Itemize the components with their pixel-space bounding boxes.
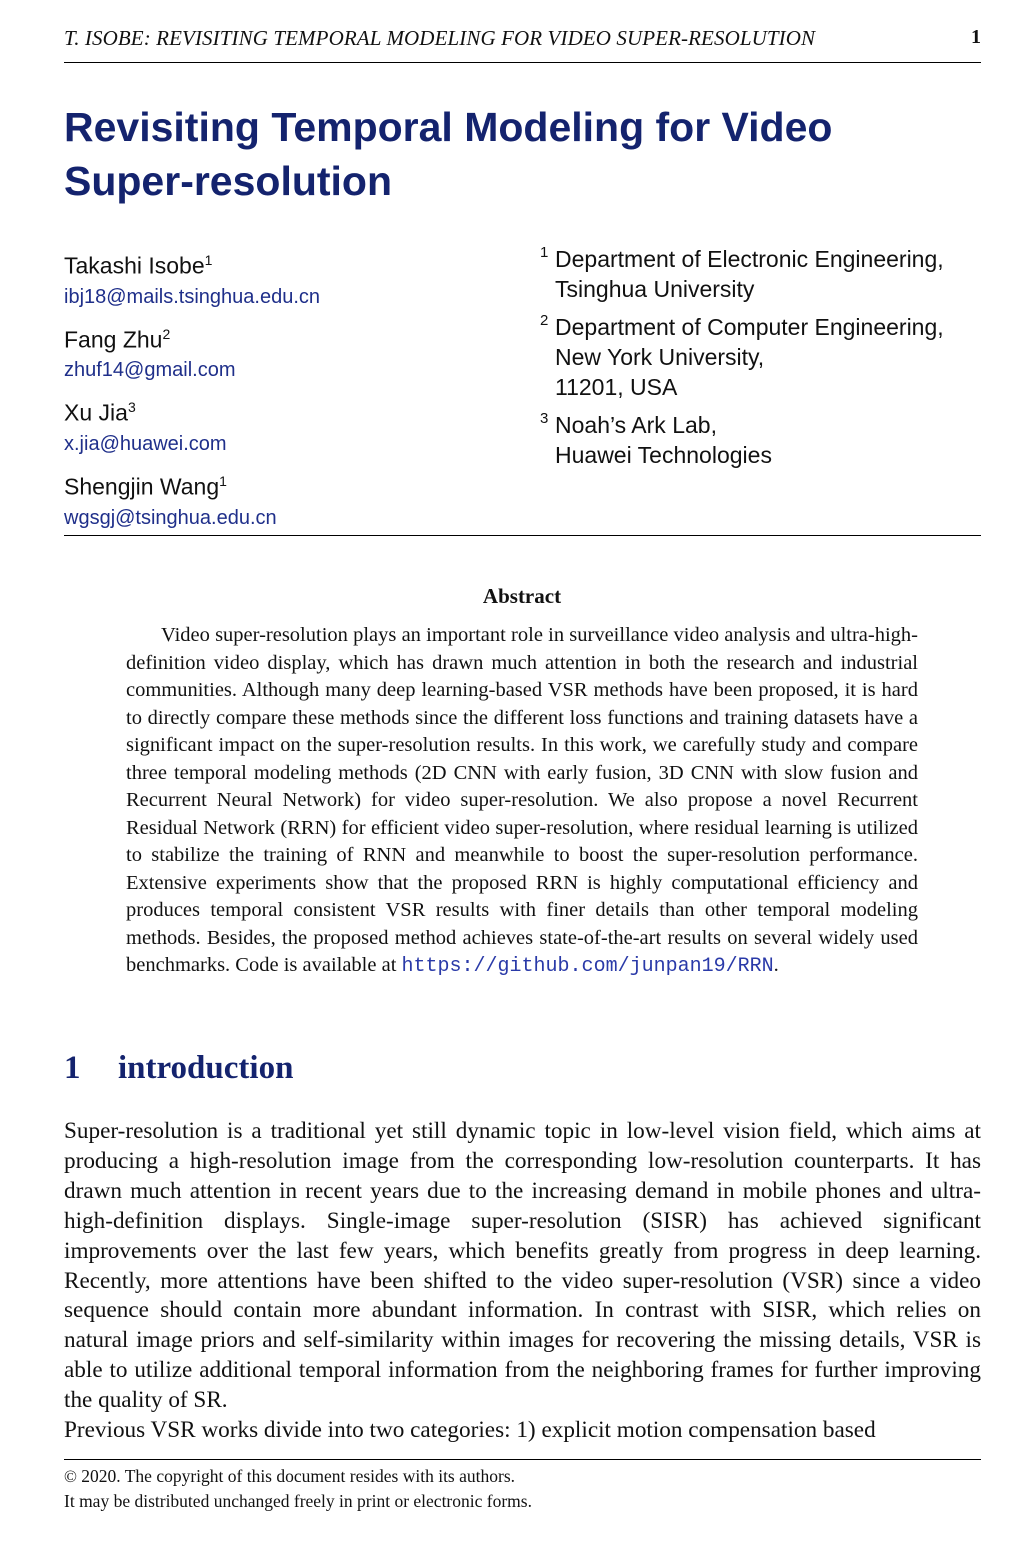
- author-email-link[interactable]: x.jia@huawei.com: [64, 432, 227, 455]
- copyright-icon: ©: [64, 1467, 77, 1486]
- body-text: [64, 1117, 981, 1446]
- author-block: [64, 465, 514, 533]
- author-name: Xu Jia$^3$: [64, 399, 136, 426]
- affiliation: 3 Noah’s Ark Lab, Huawei Technologies: [540, 410, 1000, 470]
- paper-title: Revisiting Temporal Modeling for Video Super-resolution: [64, 104, 833, 204]
- author-name: Takashi Isobe$^1$: [64, 252, 213, 279]
- affiliation-mark: 1: [540, 244, 549, 261]
- running-title: T. ISOBE: REVISITING TEMPORAL MODELING FOR VIDEO SUPER-RESOLUTION: [64, 26, 816, 50]
- running-header: [64, 26, 981, 63]
- author-divider: [64, 535, 981, 536]
- page-number: 1: [971, 26, 981, 48]
- copyright-footer: © 2020. The copyright of this document resides with its authors. It may be distributed unchanged freely in print or electronic forms.: [64, 1466, 532, 1511]
- affiliation: 2 Department of Computer Engineering, New York University, 11201, USA: [540, 312, 1000, 402]
- paragraph: Super-resolution is a traditional yet still dynamic topic in low-level vision field, which aims at producing a high-resolution image from the corresponding low-resolution counterparts. It has drawn much attention in recent years due to the increasing demand in mobile phones and ultra-high-definition displays. Single-image super-resolution (SISR) has achieved significant improvements over the last few years, which benefits greatly from progress in deep learning. Recently, more attentions have been shifted to the video super-resolution (VSR) since a video sequence should contain more abundant information. In contrast with SISR, which relies on natural image priors and self-similarity within images for recovering the missing details, VSR is able to utilize additional temporal information from the neighboring frames for further improving the quality of SR.: [64, 1118, 981, 1414]
- author-block: [64, 244, 514, 312]
- author-affil-mark: 1: [204, 252, 213, 268]
- author-block: [64, 318, 514, 386]
- footer-divider: [64, 1459, 981, 1460]
- author-affil-mark: 1: [219, 472, 227, 489]
- author-block: [64, 391, 514, 459]
- section-heading: [64, 1050, 293, 1087]
- section-title: introduction: [118, 1050, 294, 1086]
- author-name: Fang Zhu$^2$: [64, 325, 171, 353]
- affiliation-mark: 2: [540, 312, 549, 329]
- abstract-text: Video super-resolution plays an important role in surveillance video analysis and ultra-high-definition video display, which has drawn much attention in both the research and industrial communities. Although many deep learning-based VSR methods have been proposed, it is hard to directly compare these methods since the different loss functions and training datasets have a significant impact on the super-resolution results. In this work, we carefully study and compare three temporal modeling methods (2D CNN with early fusion, 3D CNN with slow fusion and Recurrent Neural Network) for video super-resolution. We also propose a novel Recurrent Residual Network (RRN) for efficient video super-resolution, where residual learning is utilized to stabilize the training of RNN and meanwhile to boost the super-resolution performance. Extensive experiments show that the proposed RRN is highly computational efficiency and produces temporal consistent VSR results with finer details than other temporal modeling methods. Besides, the proposed method achieves state-of-the-art results on several widely used benchmarks. Code is available at https://github.com/junpan19/RRN.: [126, 624, 918, 978]
- affiliation-list: [540, 244, 1000, 478]
- affiliation-mark: 3: [540, 410, 549, 427]
- author-list: [64, 244, 514, 539]
- author-affil-mark: 3: [127, 399, 136, 416]
- author-email-link[interactable]: ibj18@mails.tsinghua.edu.cn: [64, 285, 321, 308]
- paragraph: Previous VSR works divide into two categories: 1) explicit motion compensation based: [64, 1417, 876, 1444]
- author-email-link[interactable]: wgsgj@tsinghua.edu.cn: [64, 506, 277, 529]
- abstract-heading: Abstract: [482, 584, 562, 608]
- section-number: 1: [64, 1050, 81, 1086]
- author-name: Shengjin Wang$^1$: [64, 472, 227, 500]
- affiliation: 1 Department of Electronic Engineering, Tsinghua University: [540, 244, 1000, 304]
- code-link[interactable]: https://github.com/junpan19/RRN: [401, 955, 774, 978]
- author-email-link[interactable]: zhuf14@gmail.com: [64, 359, 236, 382]
- author-affil-mark: 2: [162, 325, 171, 342]
